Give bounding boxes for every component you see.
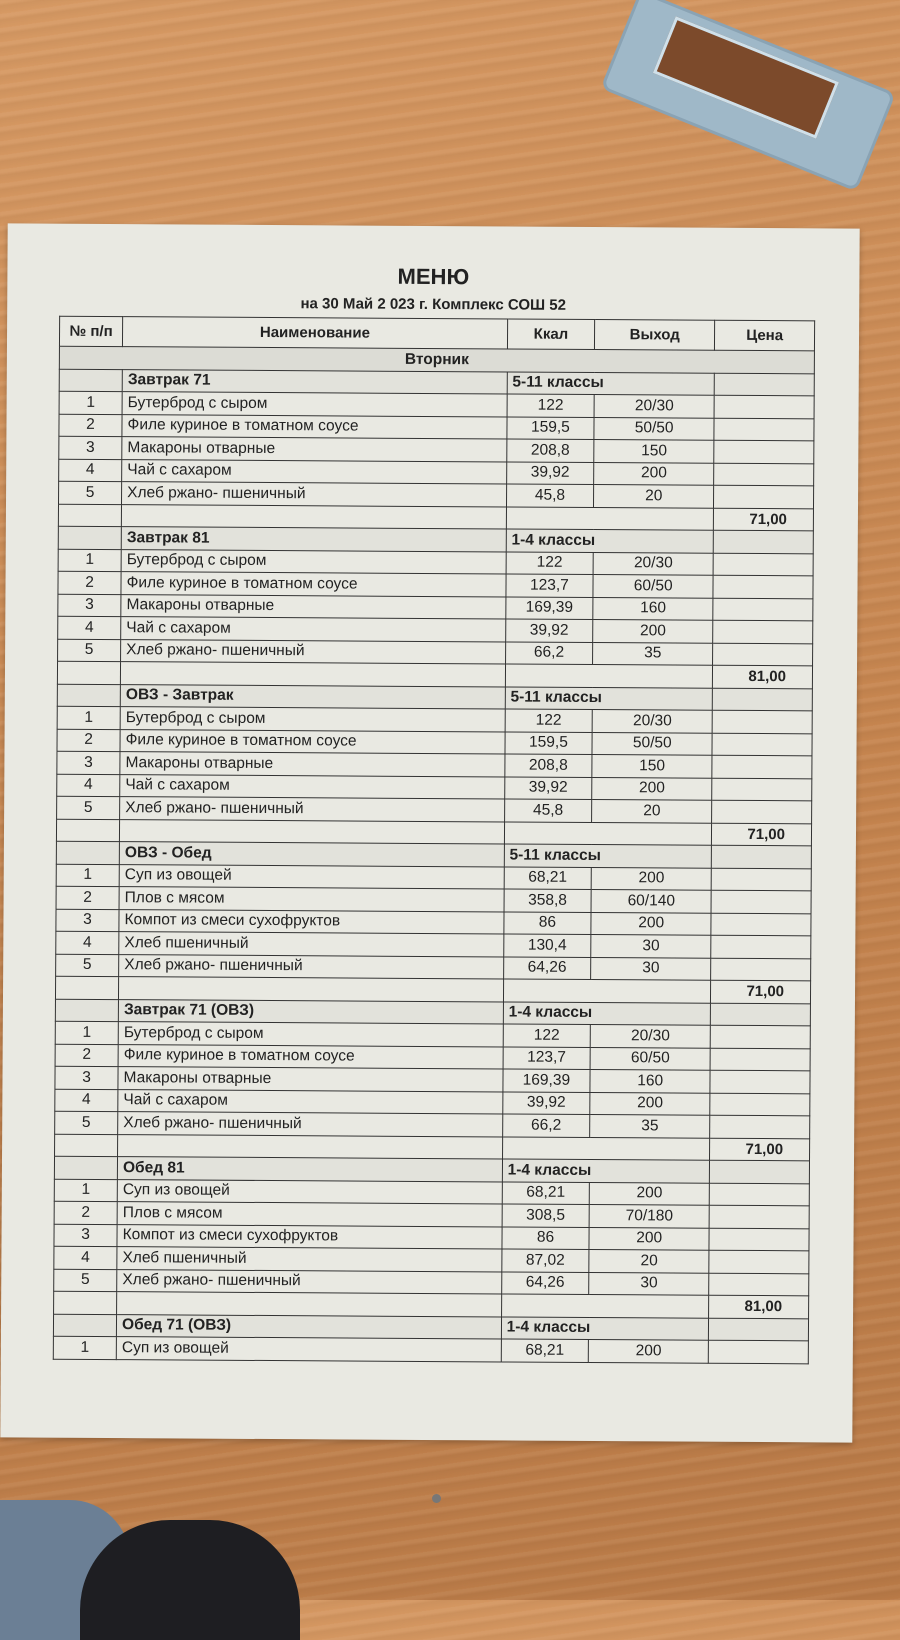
section-total-price: 81,00 (713, 665, 813, 688)
section-total-price: 71,00 (712, 823, 812, 846)
item-price (712, 755, 812, 778)
item-name: Хлеб ржано- пшеничный (118, 1112, 503, 1137)
item-name: Хлеб ржано- пшеничный (119, 954, 504, 979)
item-name: Макароны отварные (118, 1067, 503, 1092)
section-total-price: 71,00 (710, 1138, 810, 1161)
item-number: 2 (54, 1201, 117, 1224)
item-name: Хлеб ржано- пшеничный (120, 797, 505, 822)
section-total-price: 71,00 (714, 508, 814, 531)
item-name: Компот из смеси сухофруктов (119, 909, 504, 934)
section-group: 1-4 классы (506, 529, 714, 553)
menu-sheet (0, 223, 859, 1442)
section-name: Завтрак 81 (121, 527, 506, 552)
item-number: 4 (59, 459, 122, 482)
item-number: 5 (55, 1111, 118, 1134)
total-blank-mid (502, 1136, 710, 1160)
section-blank-cell (55, 999, 118, 1022)
section-name: Завтрак 71 (ОВЗ) (118, 999, 503, 1024)
table-body (53, 346, 814, 1363)
item-kcal: 123,7 (503, 1046, 591, 1069)
total-blank-mid (501, 1294, 709, 1318)
item-kcal: 39,92 (506, 461, 594, 484)
item-output: 60/50 (593, 574, 713, 597)
item-output: 150 (594, 439, 714, 462)
item-name: Плов с мясом (117, 1202, 502, 1227)
item-output: 200 (591, 867, 711, 890)
item-number: 5 (54, 1269, 117, 1292)
item-name: Плов с мясом (119, 887, 504, 912)
item-output: 20 (594, 484, 714, 507)
total-blank-mid (504, 821, 712, 845)
item-number: 2 (55, 1044, 118, 1067)
item-output: 200 (591, 912, 711, 935)
desk-mark (432, 1494, 441, 1503)
menu-table (53, 316, 815, 1364)
item-price (711, 935, 811, 958)
total-blank-name (120, 662, 505, 687)
item-kcal: 68,21 (502, 1181, 590, 1204)
item-number: 1 (58, 549, 121, 572)
item-price (712, 800, 812, 823)
item-kcal: 45,8 (506, 484, 594, 507)
item-kcal: 159,5 (507, 416, 595, 439)
item-kcal: 122 (506, 551, 594, 574)
item-price (709, 1273, 809, 1296)
item-kcal: 87,02 (502, 1249, 590, 1272)
item-price (711, 913, 811, 936)
section-group: 5-11 классы (507, 371, 715, 395)
section-name: Обед 81 (117, 1157, 502, 1182)
page-subtitle: на 30 Май 2 023 г. Комплекс СОШ 52 (300, 295, 566, 314)
item-output: 20/30 (592, 709, 712, 732)
item-kcal: 39,92 (502, 1091, 590, 1114)
item-kcal: 64,26 (503, 956, 591, 979)
item-number: 1 (53, 1336, 116, 1359)
section-blank-cell (57, 684, 120, 707)
stapler-device (600, 0, 896, 192)
item-kcal: 122 (507, 394, 595, 417)
item-kcal: 45,8 (504, 799, 592, 822)
item-name: Хлеб ржано- пшеничный (117, 1269, 502, 1294)
item-number: 4 (54, 1246, 117, 1269)
item-price (713, 575, 813, 598)
item-name: Филе куриное в томатном соусе (120, 729, 505, 754)
total-blank-mid (503, 979, 711, 1003)
section-blank-cell (53, 1314, 116, 1337)
item-name: Макароны отварные (121, 594, 506, 619)
section-name: Завтрак 71 (122, 369, 507, 394)
item-name: Бутерброд с сыром (122, 392, 507, 417)
total-blank-num (58, 504, 121, 527)
item-name: Компот из смеси сухофруктов (117, 1224, 502, 1249)
item-output: 20/30 (590, 1024, 710, 1047)
section-group: 5-11 классы (505, 686, 713, 710)
total-blank-mid (506, 506, 714, 530)
table-header-row (59, 316, 814, 351)
item-price (714, 485, 814, 508)
total-blank-num (55, 976, 118, 999)
item-output: 150 (592, 754, 712, 777)
item-output: 200 (589, 1227, 709, 1250)
item-number: 4 (56, 931, 119, 954)
item-output: 200 (593, 619, 713, 642)
item-name: Хлеб пшеничный (117, 1247, 502, 1272)
item-number: 2 (56, 886, 119, 909)
total-blank-name (121, 504, 506, 529)
item-output: 200 (589, 1182, 709, 1205)
total-blank-name (120, 819, 505, 844)
header-kcal: Ккал (507, 319, 595, 350)
item-name: Чай с сахаром (122, 459, 507, 484)
item-output: 50/50 (594, 417, 714, 440)
item-kcal: 68,21 (501, 1339, 589, 1362)
item-kcal: 308,5 (502, 1204, 590, 1227)
item-price (714, 463, 814, 486)
section-name: Обед 71 (ОВЗ) (116, 1314, 501, 1339)
item-name: Чай с сахаром (121, 617, 506, 642)
item-output: 20/30 (594, 394, 714, 417)
item-number: 2 (58, 571, 121, 594)
item-price (709, 1183, 809, 1206)
header-name: Наименование (123, 317, 508, 349)
section-group: 1-4 классы (502, 1159, 710, 1183)
item-output: 60/50 (590, 1047, 710, 1070)
item-kcal: 68,21 (504, 866, 592, 889)
item-price (709, 1250, 809, 1273)
item-number: 4 (57, 774, 120, 797)
item-number: 3 (56, 909, 119, 932)
item-price (709, 1228, 809, 1251)
item-output: 160 (593, 597, 713, 620)
item-price (713, 620, 813, 643)
item-kcal: 208,8 (506, 439, 594, 462)
item-price (710, 1048, 810, 1071)
item-kcal: 159,5 (505, 731, 593, 754)
item-name: Суп из овощей (119, 864, 504, 889)
item-output: 50/50 (592, 732, 712, 755)
item-output: 20 (592, 799, 712, 822)
item-output: 30 (591, 957, 711, 980)
item-output: 200 (592, 777, 712, 800)
total-blank-num (54, 1291, 117, 1314)
section-blank-cell (54, 1156, 117, 1179)
header-num: № п/п (59, 316, 122, 346)
section-blank-cell (59, 369, 122, 392)
total-blank-name (119, 977, 504, 1002)
table-row (53, 1336, 808, 1363)
section-price-cell (710, 1160, 810, 1183)
item-name: Бутерброд с сыром (120, 707, 505, 732)
item-price (710, 1070, 810, 1093)
item-kcal: 169,39 (503, 1069, 591, 1092)
item-number: 1 (54, 1179, 117, 1202)
item-kcal: 358,8 (504, 889, 592, 912)
item-kcal: 86 (502, 1226, 590, 1249)
item-price (710, 1115, 810, 1138)
day-label: Вторник (59, 346, 814, 373)
item-name: Филе куриное в томатном соусе (121, 572, 506, 597)
item-output: 30 (591, 934, 711, 957)
item-price (712, 710, 812, 733)
section-blank-cell (58, 526, 121, 549)
item-price (711, 890, 811, 913)
item-kcal: 130,4 (503, 934, 591, 957)
item-number: 1 (59, 391, 122, 414)
item-price (712, 733, 812, 756)
item-kcal: 123,7 (506, 574, 594, 597)
total-blank-num (55, 1134, 118, 1157)
item-price (714, 395, 814, 418)
section-blank-cell (56, 841, 119, 864)
item-kcal: 122 (503, 1024, 591, 1047)
item-kcal: 66,2 (505, 641, 593, 664)
section-price-cell (712, 845, 812, 868)
total-blank-num (56, 819, 119, 842)
item-output: 200 (590, 1092, 710, 1115)
item-number: 3 (58, 594, 121, 617)
item-number: 1 (55, 1021, 118, 1044)
header-price: Цена (715, 320, 815, 351)
section-name: ОВЗ - Завтрак (120, 684, 505, 709)
item-name: Хлеб пшеничный (119, 932, 504, 957)
item-name: Макароны отварные (120, 752, 505, 777)
item-number: 3 (57, 751, 120, 774)
section-price-cell (713, 530, 813, 553)
item-number: 1 (56, 864, 119, 887)
item-price (713, 553, 813, 576)
item-number: 5 (59, 481, 122, 504)
item-name: Макароны отварные (122, 437, 507, 462)
item-name: Суп из овощей (117, 1179, 502, 1204)
item-output: 35 (590, 1114, 710, 1137)
item-output: 160 (590, 1069, 710, 1092)
total-blank-name (118, 1134, 503, 1159)
item-number: 1 (57, 706, 120, 729)
section-price-cell (711, 1003, 811, 1026)
section-price-cell (709, 1318, 809, 1341)
item-output: 20/30 (593, 552, 713, 575)
item-number: 2 (57, 729, 120, 752)
item-name: Хлеб ржано- пшеничный (122, 482, 507, 507)
item-name: Чай с сахаром (120, 774, 505, 799)
item-output: 35 (593, 642, 713, 665)
section-price-cell (713, 688, 813, 711)
item-number: 2 (59, 414, 122, 437)
device-slot (653, 16, 839, 138)
total-blank-name (117, 1292, 502, 1317)
section-total-price: 71,00 (711, 980, 811, 1003)
item-output: 30 (589, 1272, 709, 1295)
total-blank-num (57, 661, 120, 684)
page-title: МЕНЮ (397, 263, 470, 290)
item-number: 5 (57, 796, 120, 819)
item-name: Филе куриное в томатном соусе (118, 1044, 503, 1069)
item-price (714, 418, 814, 441)
item-number: 3 (54, 1224, 117, 1247)
item-price (709, 1340, 809, 1363)
item-name: Чай с сахаром (118, 1089, 503, 1114)
item-name: Хлеб ржано- пшеничный (121, 639, 506, 664)
item-number: 5 (56, 954, 119, 977)
item-kcal: 86 (504, 911, 592, 934)
item-number: 3 (55, 1066, 118, 1089)
item-name: Суп из овощей (116, 1337, 501, 1362)
item-output: 20 (589, 1249, 709, 1272)
item-kcal: 208,8 (505, 754, 593, 777)
item-price (713, 598, 813, 621)
item-number: 5 (58, 639, 121, 662)
section-total-price: 81,00 (709, 1295, 809, 1318)
section-group: 1-4 классы (501, 1316, 709, 1340)
item-name: Бутерброд с сыром (118, 1022, 503, 1047)
item-price (712, 778, 812, 801)
item-price (714, 440, 814, 463)
item-kcal: 122 (505, 709, 593, 732)
item-price (713, 643, 813, 666)
item-name: Бутерброд с сыром (121, 549, 506, 574)
item-output: 70/180 (589, 1204, 709, 1227)
item-price (711, 868, 811, 891)
item-kcal: 39,92 (505, 619, 593, 642)
item-name: Филе куриное в томатном соусе (122, 414, 507, 439)
header-output: Выход (595, 319, 715, 350)
item-output: 60/140 (591, 889, 711, 912)
item-price (709, 1205, 809, 1228)
item-number: 3 (59, 436, 122, 459)
section-price-cell (714, 373, 814, 396)
item-price (710, 1093, 810, 1116)
section-group: 1-4 классы (503, 1001, 711, 1025)
item-number: 4 (58, 616, 121, 639)
section-name: ОВЗ - Обед (119, 842, 504, 867)
item-number: 4 (55, 1089, 118, 1112)
total-blank-mid (505, 664, 713, 688)
item-output: 200 (594, 462, 714, 485)
item-price (710, 1025, 810, 1048)
item-kcal: 39,92 (504, 776, 592, 799)
item-output: 200 (588, 1339, 708, 1362)
item-kcal: 169,39 (505, 596, 593, 619)
item-kcal: 64,26 (501, 1271, 589, 1294)
section-group: 5-11 классы (504, 844, 712, 868)
item-kcal: 66,2 (502, 1114, 590, 1137)
item-price (711, 958, 811, 981)
